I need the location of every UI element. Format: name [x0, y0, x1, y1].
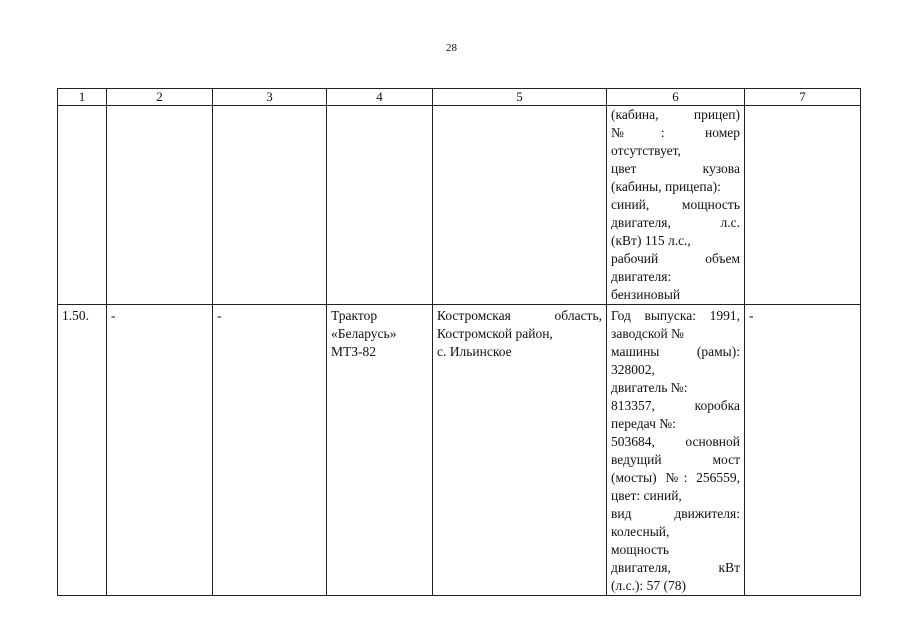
cont-line: (кВт) 115 л.с., — [611, 233, 691, 248]
vehicle-name — [327, 305, 433, 596]
cont-line: №: номер — [611, 125, 740, 140]
desc-line: передач №: — [611, 416, 676, 431]
desc-line: двигателя, кВт — [611, 560, 740, 575]
header-col-1: 1 — [58, 89, 107, 106]
cont-line: синий, мощность — [611, 197, 740, 212]
desc-line: машины (рамы): — [611, 344, 740, 359]
desc-line: двигатель №: — [611, 380, 688, 395]
cont-col-3 — [213, 106, 327, 305]
property-table — [57, 88, 861, 596]
row-number: 1.50. — [58, 305, 107, 596]
desc-line: колесный, — [611, 524, 670, 539]
cont-line: рабочий объем — [611, 251, 740, 266]
cont-line: цвет кузова — [611, 161, 740, 176]
location — [433, 305, 607, 596]
desc-line: 813357, коробка — [611, 398, 740, 413]
row-col-3: - — [213, 305, 327, 596]
desc-line: цвет: синий, — [611, 488, 682, 503]
desc-line: заводской № — [611, 326, 684, 341]
table-row-1-50 — [58, 305, 861, 596]
desc-line: (мосты) №: 256559, — [611, 470, 740, 485]
vehicle-line: «Беларусь» — [331, 326, 397, 341]
header-col-4: 4 — [327, 89, 433, 106]
header-col-3: 3 — [213, 89, 327, 106]
header-col-2: 2 — [107, 89, 213, 106]
row-col-7: - — [745, 305, 861, 596]
desc-line: ведущий мост — [611, 452, 740, 467]
desc-line: вид движителя: — [611, 506, 740, 521]
cont-col-1 — [58, 106, 107, 305]
location-line: Костромская область, — [437, 308, 602, 323]
cont-line: (кабина, прицеп) — [611, 107, 740, 122]
continuation-row — [58, 106, 861, 305]
cont-line: отсутствует, — [611, 143, 681, 158]
vehicle-line: МТЗ-82 — [331, 344, 377, 359]
cont-col-4 — [327, 106, 433, 305]
cont-col-7 — [745, 106, 861, 305]
location-line: с. Ильинское — [437, 344, 512, 359]
cont-line: двигателя, л.с. — [611, 215, 740, 230]
cont-col-2 — [107, 106, 213, 305]
location-line: Костромской район, — [437, 326, 553, 341]
header-col-6: 6 — [607, 89, 745, 106]
cont-line: (кабины, прицепа): — [611, 179, 721, 194]
vehicle-description — [607, 305, 745, 596]
page-number: 28 — [446, 42, 457, 54]
desc-line: (л.с.): 57 (78) — [611, 578, 686, 593]
desc-line: 503684, основной — [611, 434, 740, 449]
cont-line: бензиновый — [611, 287, 681, 302]
row-col-2: - — [107, 305, 213, 596]
header-col-7: 7 — [745, 89, 861, 106]
header-row — [58, 89, 861, 106]
desc-line: Год выпуска: 1991, — [611, 308, 740, 323]
desc-line: 328002, — [611, 362, 655, 377]
cont-col-5 — [433, 106, 607, 305]
desc-line: мощность — [611, 542, 670, 557]
cont-col-6-description — [607, 106, 745, 305]
cont-line: двигателя: — [611, 269, 672, 284]
vehicle-line: Трактор — [331, 308, 378, 323]
header-col-5: 5 — [433, 89, 607, 106]
